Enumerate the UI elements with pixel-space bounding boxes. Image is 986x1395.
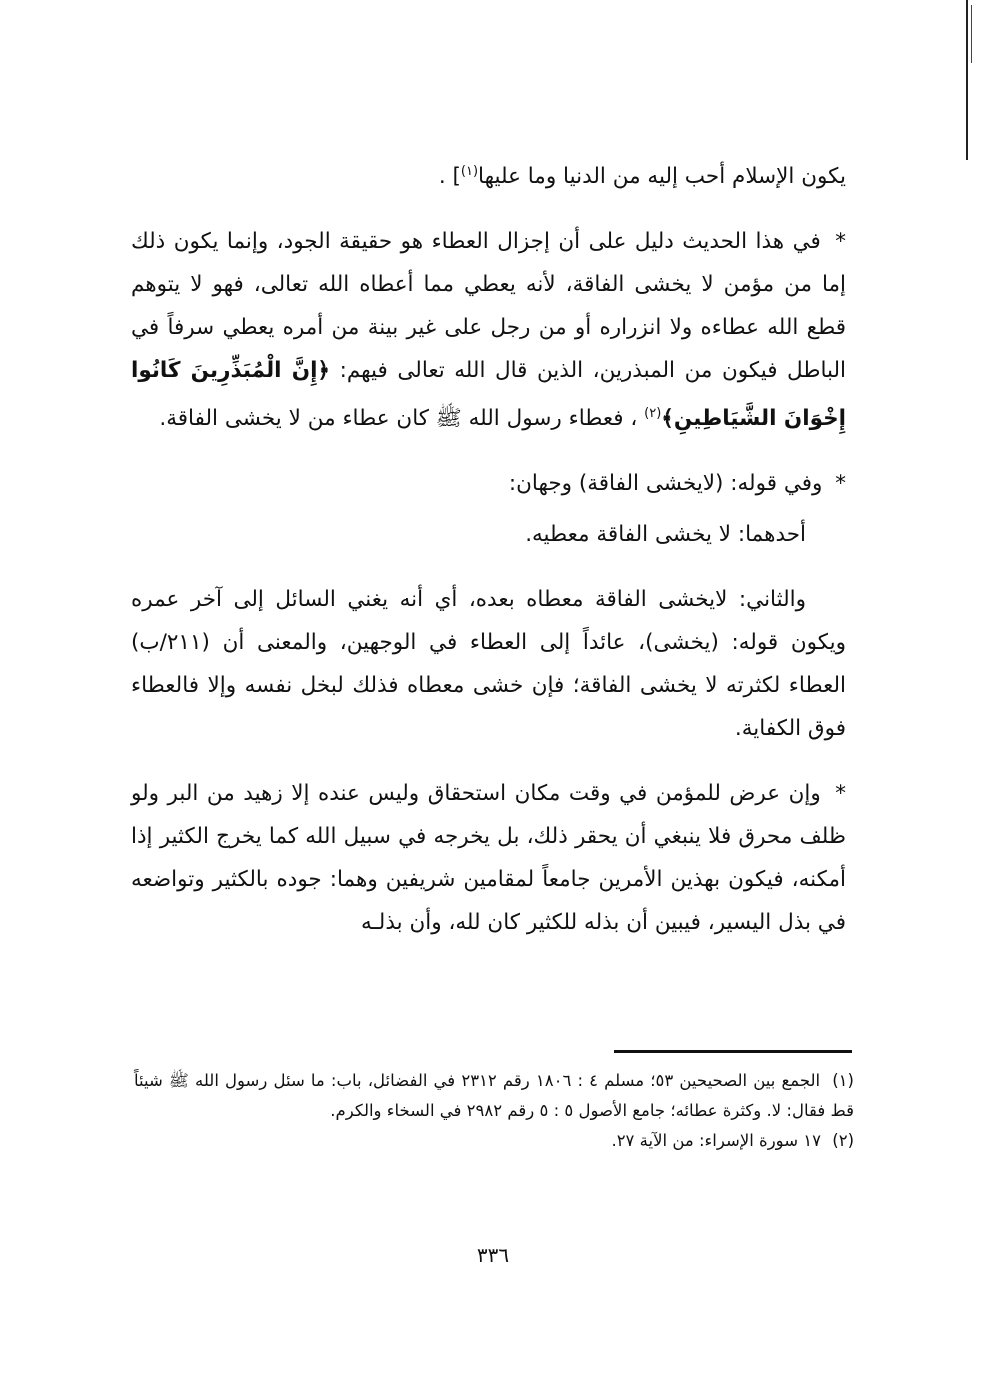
paragraph-3-text: وفي قوله: (لايخشى الفاقة) وجهان: — [508, 471, 823, 497]
paragraph-5-text: والثاني: لايخشى الفاقة معطاه بعده، أي أنه يغني السائل إلى آخر عمره ويكون قوله: (يخشى)، عائداً إلى العطاء في الوجهين، والمعنى أن (٢١١/ب) العطاء لكثرته لا يخشى الفاقة؛ فإن خشى معطاه فذلك لبخل نفسه وإلا فالعطاء فوق الكفاية. — [131, 587, 846, 742]
scan-edge-line — [966, 0, 968, 160]
asterisk-marker: * — [835, 229, 846, 255]
paragraph-5 — [131, 578, 846, 750]
footnote-number: (١) — [832, 1071, 854, 1090]
footnotes — [134, 1066, 854, 1156]
quran-verse: ﴿إِنَّ الْمُبَذِّرِينَ كَانُوا إِخْوَانَ الشَّيَاطِينِ﴾ — [131, 358, 846, 432]
scan-edge-line-inner — [971, 5, 972, 63]
footnote-text: ١٧ سورة الإسراء: من الآية ٢٧. — [611, 1131, 821, 1150]
page-number: ٣٣٦ — [476, 1243, 510, 1267]
paragraph-1-end: ] . — [438, 164, 461, 190]
paragraph-1 — [131, 150, 846, 198]
footnote-number: (٢) — [832, 1131, 854, 1150]
footnote-2 — [134, 1126, 854, 1156]
footnote-1 — [134, 1066, 854, 1126]
page-body — [131, 150, 846, 966]
footnote-ref-2[interactable]: (٢) — [644, 406, 662, 422]
paragraph-2-text-b: ، فعطاء رسول الله ﷺ كان عطاء من لا يخشى الفاقة. — [159, 406, 638, 432]
footnote-ref-1[interactable]: (١) — [460, 164, 479, 179]
paragraph-2 — [131, 220, 846, 440]
paragraph-2-text-a: في هذا الحديث دليل على أن إجزال العطاء هو حقيقة الجود، وإنما يكون ذلك إما من مؤمن لا يخشى الفاقة، لأنه يعطي مما أعطاه الله تعالى، فهو لا يتوهم قطع الله عطاءه ولا انزراره أو من رجل على غير بينة من أمره يعطي سرفاً في الباطل فيكون من المبذرين، الذين قال الله تعالى فيهم: — [131, 229, 847, 384]
paragraph-3 — [131, 462, 846, 505]
paragraph-1-text: يكون الإسلام أحب إليه من الدنيا وما عليها — [478, 164, 846, 190]
paragraph-6-text: وإن عرض للمؤمن في وقت مكان استحقاق وليس عنده إلا زهيد من البر ولو ظلف محرق فلا ينبغي أن يحقر ذلك، بل يخرجه في سبيل الله كما يخرج الكثير إذا أمكنه، فيكون بهذين الأمرين جامعاً لمقامين شريفين وهما: جوده بالكثير وتواضعه في بذل اليسير، فيبين أن بذله للكثير كان لله، وأن بذلـه — [131, 781, 846, 936]
paragraph-6 — [131, 772, 846, 944]
paragraph-4-text: أحدهما: لا يخشى الفاقة معطيه. — [525, 522, 806, 548]
footnote-text: الجمع بين الصحيحين ٥٣؛ مسلم ٤ : ١٨٠٦ رقم ٢٣١٢ في الفضائل، باب: ما سئل رسول الله ﷺ شيئاً قط فقال: لا. وكثرة عطائه؛ جامع الأصول ٥ : ٥ رقم ٢٩٨٢ في السخاء والكرم. — [134, 1071, 854, 1120]
asterisk-marker: * — [835, 781, 846, 807]
paragraph-4 — [131, 513, 846, 556]
footnote-separator — [614, 1050, 852, 1053]
asterisk-marker: * — [835, 471, 846, 497]
